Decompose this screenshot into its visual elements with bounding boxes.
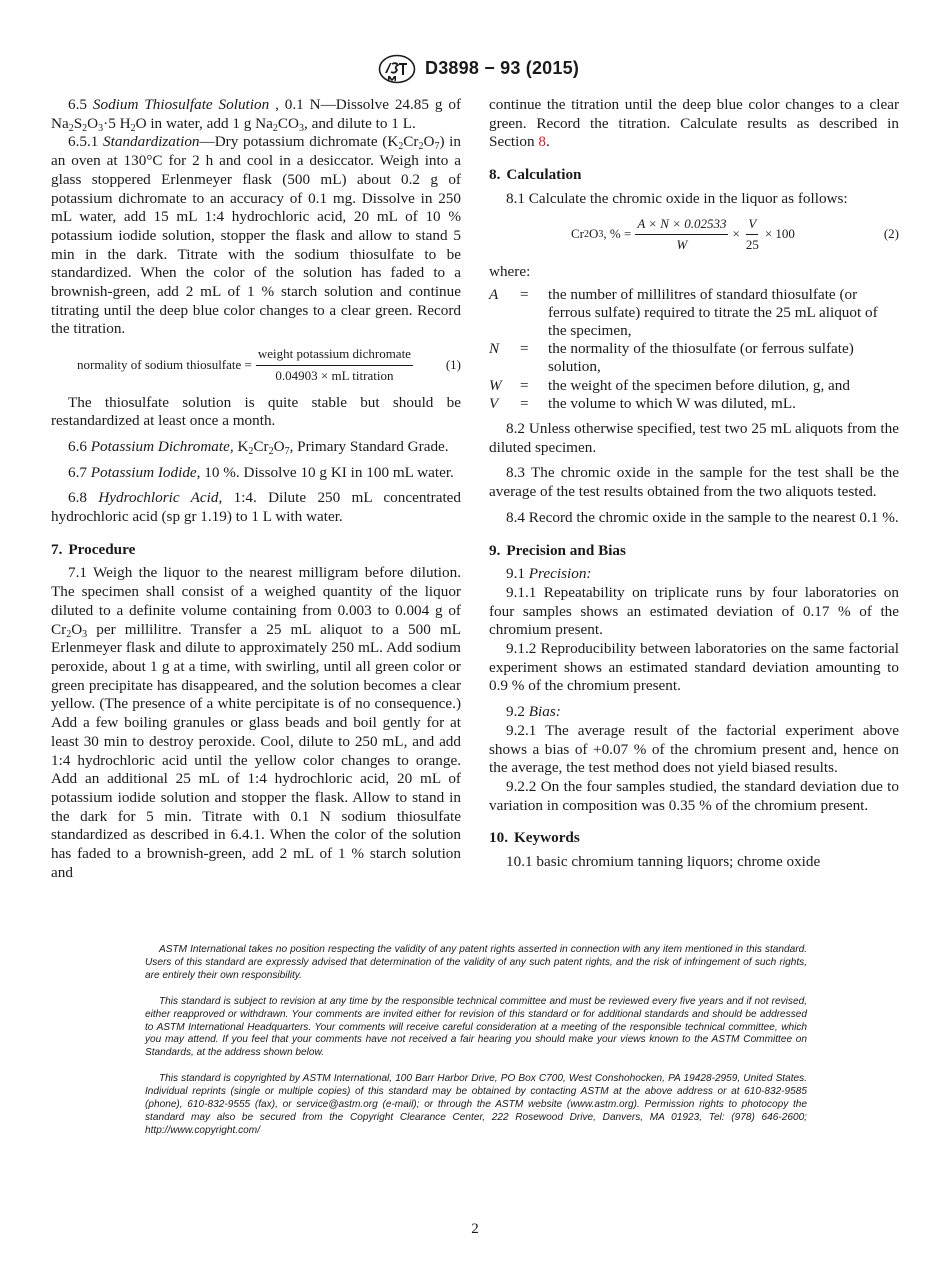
astm-notices — [145, 944, 807, 1151]
left-column — [51, 96, 461, 882]
section-9-heading: 9. Precision and Bias — [489, 541, 626, 559]
page-header — [0, 52, 950, 86]
page-number: 2 — [471, 1221, 479, 1237]
equation-2: Cr 2 O 3 , % = $\frac{A \times N \times 0.02533}{W}$ × $\frac{V}{25}$ × 100 (2) — [571, 215, 899, 255]
section-7-1-continued: continue the titration until the deep blue color changes to a clear green. Record the titration. Calculate results as described in Section 8. — [489, 96, 899, 151]
equation-2-numerator: A × N × 0.02533 — [635, 215, 728, 236]
section-8-3: 8.3 The chromic oxide in the sample for the test shall be the average of the test results obtained from the two aliquots tested. — [489, 464, 899, 501]
section-7-heading: 7. Procedure — [51, 540, 136, 558]
thiosulfate-stability-note: The thiosulfate solution is quite stable but should be restandardized at least once a month. — [51, 393, 461, 430]
section-10-heading: 10. Keywords — [489, 829, 580, 847]
definition-row: N = the normality of the thiosulfate (or ferrous sulfate) solution, — [489, 340, 854, 376]
section-8-1: 8.1 Calculate the chromic oxide in the liquor as follows: — [506, 189, 848, 207]
section-10-1: 10.1 basic chromium tanning liquors; chrome oxide — [506, 853, 821, 871]
equation-1-denominator: 0.04903 × mL titration — [275, 367, 394, 383]
variable-definitions — [489, 286, 899, 413]
section-9-2-1: 9.2.1 The average result of the factorial experiment above shows a bias of +0.07 % of the chromium present and, hence on the average, the test method does not yield biased results. — [489, 721, 899, 777]
right-column — [489, 96, 899, 872]
document-id: D3898 − 93 (2015) — [425, 58, 580, 78]
equation-1-numerator: weight potassium dichromate — [256, 345, 413, 366]
section-6-6: 6.6 Potassium Dichromate, $K_2Cr_2O_7$, Primary Standard Grade. — [68, 437, 449, 457]
section-6-7: 6.7 Potassium Iodide, 10 %. Dissolve 10 g KI in 100 mL water. — [68, 463, 454, 481]
section-6-8: 6.8 Hydrochloric Acid, 1:4. Dilute 250 mL concentrated hydrochloric acid (sp gr 1.19) to 1 L with water. — [51, 489, 461, 526]
section-6-5-1: 6.5.1 Standardization—Dry potassium dichromate $(K_2Cr_2O_7)$ in an oven at 130°C for 2 h and cool in a desiccator. Weigh into a glass stoppered Erlenmeyer flask (500 mL) about 0.2 g of potassium dichromate to an accuracy of 0.1 mg. Dissolve in 250 mL water, add 15 mL 1:4 hydrochloric acid, 20 mL of 10 % potassium iodide solution, stopper the flask and allow to stand 5 min in the dark. Titrate with the sodium thiosulfate to be standardized. When the color of the solution has faded to a brownish-green, add 2 mL of 1 % starch solution and continue titrating until the deep blue color changes to a clear green. Record the titration. — [51, 133, 461, 338]
astm-logo-icon — [378, 54, 416, 84]
patent-notice: ASTM International takes no position respecting the validity of any patent rights asserted in connection with any item mentioned in this standard. Users of this standard are expressly advised that determination of the validity of any such patent rights, and the risk of infringement of such rights, are entirely their own responsibility. — [145, 944, 807, 981]
definition-row: V = the volume to which W was diluted, mL. — [489, 394, 796, 412]
section-8-heading: 8. Calculation — [489, 166, 582, 184]
revision-notice: This standard is subject to revision at any time by the responsible technical committee and must be reviewed every five years and if not revised, either reapproved or withdrawn. Your comments are invited either for revision of this standard or for additional standards and should be addressed to ASTM International Headquarters. Your comments will receive careful consideration at a meeting of the responsible technical committee, which you may attend. If you feel that your comments have not received a fair hearing you should make your views known to the ASTM Committee on Standards, at the address shown below. — [145, 995, 807, 1059]
section-9-2-2: 9.2.2 On the four samples studied, the standard deviation due to variation in composition was 0.35 % of the chromium present. — [489, 778, 899, 814]
section-9-1-2: 9.1.2 Reproducibility between laboratories on the same factorial experiment shows an estimated standard deviation amounting to 0.9 % of the chromium present. — [489, 640, 899, 695]
section-6-5: 6.5 Sodium Thiosulfate Solution , 0.1 N—Dissolve 24.85 g of $Na_2S_2O_3\cdot 5$ $H_2O$ in water, add 1 g $Na_2CO_3$, and dilute to 1 L. — [51, 96, 461, 134]
section-8-2: 8.2 Unless otherwise specified, test two 25 mL aliquots from the diluted specimen. — [489, 420, 899, 456]
copyright-notice: This standard is copyrighted by ASTM International, 100 Barr Harbor Drive, PO Box C700, West Conshohocken, PA 19428-2959, United States. Individual reprints (single or multiple copies) of this standard may be obtained by contacting ASTM at the above address or at 610-832-9585 (phone), 610-832-9555 (fax), or service@astm.org (e-mail); or through the ASTM website (www.astm.org). Permission rights to photocopy the standard may also be secured from the Copyright Clearance Center, 222 Rosewood Drive, Danvers, MA 01923, Tel: (978) 646-2600; http://www.copyright.com/ — [145, 1073, 807, 1136]
definition-row: W = the weight of the specimen before dilution, g, and — [489, 376, 850, 394]
definition-row: A = the number of millilitres of standard thiosulfate (or ferrous sulfate) required to titrate the 25 mL aliquot of the specimen, — [489, 285, 878, 340]
section-9-1-1: 9.1.1 Repeatability on triplicate runs by four laboratories on four samples shows an estimated deviation of 0.17 % of the chromium present. — [489, 583, 899, 639]
section-8-link[interactable]: 8 — [538, 133, 546, 151]
equation-2-denominator: W — [676, 237, 688, 253]
equation-1: normality of sodium thiosulfate = $\frac{\text{weight potassium dichromate}}{\text{0.04903 × mL titration}}$ (1) — [77, 345, 461, 385]
section-9-2: 9.2 Bias: — [506, 703, 561, 721]
where-label: where: — [489, 262, 531, 280]
equation-2-number: (2) — [883, 226, 899, 242]
section-7-1: 7.1 Weigh the liquor to the nearest milligram before dilution. The specimen shall consist of a weighed quantity of the liquor diluted to a definite volume containing from 0.003 to 0.004 g of $Cr_2O_3$ per millilitre. Transfer a 25 mL aliquot to a 500 mL Erlenmeyer flask and dilute to approximately 250 mL. Add sodium peroxide, about 1 g at a time, with swirling, until all green color or green precipitate has disappeared, and the solution becomes a clear yellow. (The presence of a white percipitate is of no consequence.) Add a few boiling granules or glass beads and boil gently for at least 30 min to destroy peroxide. Cool, dilute to 250 mL, and add 1:4 hydrochloric acid until the yellow color changes to orange. Add an additional 25 mL of 1:4 hydrochloric acid, 20 mL of potassium iodide solution and stopper the flask. Allow to stand in the dark for 5 min. Titrate with 0.1 N sodium thiosulfate standardized as described in 6.4.1. When the color of the solution has faded to a brownish-green, add 2 mL of 1 % starch solution and — [51, 564, 461, 881]
section-9-1: 9.1 Precision: — [506, 565, 592, 583]
equation-1-number: (1) — [445, 356, 461, 372]
section-8-4: 8.4 Record the chromic oxide in the sample to the nearest 0.1 %. — [506, 508, 899, 526]
